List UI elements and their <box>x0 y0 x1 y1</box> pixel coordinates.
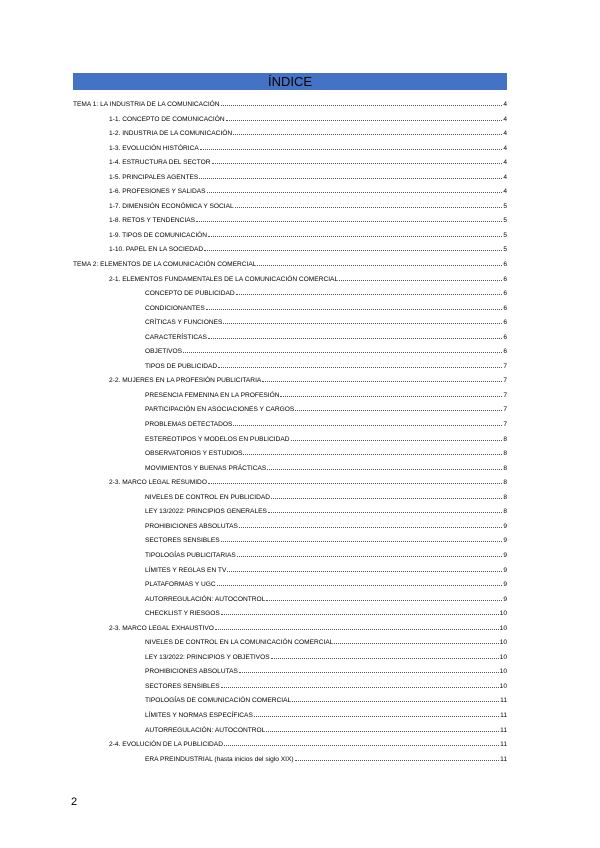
toc-leader-dots <box>295 751 500 761</box>
toc-entry[interactable] <box>73 169 507 184</box>
toc-leader-dots <box>218 358 502 368</box>
toc-entry-page: 11 <box>500 741 507 749</box>
toc-entry[interactable] <box>73 445 507 460</box>
toc-entry-page: 8 <box>503 479 507 487</box>
toc-entry[interactable] <box>73 343 507 358</box>
toc-entry-page: 7 <box>503 421 507 429</box>
toc-entry-page: 6 <box>503 261 507 269</box>
toc-entry-page: 4 <box>503 115 507 123</box>
toc-leader-dots <box>221 678 499 688</box>
toc-leader-dots <box>223 314 502 324</box>
toc-entry-page: 9 <box>503 537 507 545</box>
toc-leader-dots <box>266 591 502 601</box>
toc-entry-title: SECTORES SENSIBLES <box>145 682 220 690</box>
toc-entry-title: LEY 13/2022: PRINCIPIOS GENERALES <box>145 508 267 516</box>
toc-entry[interactable] <box>73 620 507 635</box>
toc-leader-dots <box>221 605 499 615</box>
toc-entry-page: 10 <box>499 624 507 632</box>
toc-entry[interactable] <box>73 722 507 737</box>
toc-entry-page: 4 <box>503 144 507 152</box>
toc-entry[interactable] <box>73 198 507 213</box>
toc-entry[interactable] <box>73 387 507 402</box>
toc-entry-title: 1-3. EVOLUCIÓN HISTÓRICA <box>109 144 199 152</box>
toc-entry-title: CHECKLIST Y RIESGOS <box>145 610 220 618</box>
toc-leader-dots <box>227 562 502 572</box>
toc-entry-title: OBSERVATORIOS Y ESTUDIOS <box>145 450 243 458</box>
toc-entry-title: CRÍTICAS Y FUNCIONES <box>145 319 223 327</box>
toc-entry[interactable] <box>73 183 507 198</box>
toc-entry-title: 1-9. TIPOS DE COMUNICACIÓN <box>109 231 208 239</box>
toc-entry-title: TIPOLOGÍAS PUBLICITARIAS <box>145 551 236 559</box>
toc-leader-dots <box>233 416 502 426</box>
toc-entry-title: 2-4. EVOLUCIÓN DE LA PUBLICIDAD <box>109 741 223 749</box>
toc-leader-dots <box>257 256 502 266</box>
toc-entry[interactable] <box>73 751 507 766</box>
toc-entry[interactable] <box>73 111 507 126</box>
toc-leader-dots <box>266 722 499 732</box>
toc-leader-dots <box>236 285 503 295</box>
toc-entry-page: 11 <box>500 697 507 705</box>
toc-leader-dots <box>207 183 503 193</box>
toc-entry-page: 6 <box>503 275 507 283</box>
toc-entry-page: 6 <box>503 304 507 312</box>
toc-entry-title: 1-5. PRINCIPALES AGENTES <box>109 173 199 181</box>
toc-leader-dots <box>339 271 502 281</box>
toc-entry-page: 5 <box>503 231 507 239</box>
toc-leader-dots <box>268 503 502 513</box>
index-title: ÍNDICE <box>73 73 507 90</box>
toc-entry-page: 6 <box>503 348 507 356</box>
toc-leader-dots <box>271 649 499 659</box>
toc-entry-page: 10 <box>499 668 507 676</box>
toc-entry-title: TEMA 2: ELEMENTOS DE LA COMUNICACIÓN COMERCIAL <box>73 261 257 269</box>
toc-leader-dots <box>239 663 499 673</box>
toc-entry-page: 6 <box>503 290 507 298</box>
toc-entry-page: 11 <box>500 711 507 719</box>
toc-entry-page: 7 <box>503 362 507 370</box>
toc-leader-dots <box>183 343 502 353</box>
toc-entry-title: NIVELES DE CONTROL EN PUBLICIDAD <box>145 493 271 501</box>
toc-leader-dots <box>199 169 502 179</box>
toc-leader-dots <box>292 692 499 702</box>
toc-leader-dots <box>226 111 503 121</box>
toc-entry-page: 8 <box>503 450 507 458</box>
toc-leader-dots <box>224 736 499 746</box>
toc-entry[interactable] <box>73 372 507 387</box>
toc-entry-title: PLATAFORMAS Y UGC <box>145 581 216 589</box>
toc-entry-title: ESTEREOTIPOS Y MODELOS EN PUBLICIDAD <box>145 435 290 443</box>
toc-entry[interactable] <box>73 489 507 504</box>
toc-entry[interactable] <box>73 460 507 475</box>
toc-leader-dots <box>200 140 503 150</box>
toc-entry[interactable] <box>73 285 507 300</box>
toc-leader-dots <box>237 547 503 557</box>
toc-entry-title: LÍMITES Y REGLAS EN TV <box>145 566 227 574</box>
table-of-contents <box>73 96 507 765</box>
toc-entry[interactable] <box>73 416 507 431</box>
toc-entry[interactable] <box>73 678 507 693</box>
toc-leader-dots <box>208 227 502 237</box>
toc-leader-dots <box>221 532 503 542</box>
toc-entry-page: 8 <box>503 435 507 443</box>
toc-entry-page: 9 <box>503 595 507 603</box>
toc-entry-page: 9 <box>503 581 507 589</box>
toc-entry-page: 4 <box>503 173 507 181</box>
toc-leader-dots <box>212 154 503 164</box>
toc-entry-page: 4 <box>503 101 507 108</box>
toc-entry[interactable] <box>73 591 507 606</box>
toc-entry-title: 1-1. CONCEPTO DE COMUNICACIÓN <box>109 115 225 123</box>
toc-entry-title: TEMA 1: LA INDUSTRIA DE LA COMUNICACIÓN <box>73 101 220 108</box>
toc-entry-title: ERA PREINDUSTRIAL (hasta inicios del siglo XIX) <box>145 755 294 763</box>
toc-entry-page: 8 <box>503 464 507 472</box>
toc-entry-title: 2-1. ELEMENTOS FUNDAMENTALES DE LA COMUNICACIÓN COMERCIAL <box>109 275 339 283</box>
toc-entry[interactable] <box>73 707 507 722</box>
toc-entry[interactable] <box>73 96 507 111</box>
toc-leader-dots <box>221 96 503 106</box>
toc-leader-dots <box>235 198 503 208</box>
toc-entry[interactable] <box>73 241 507 256</box>
toc-entry-page: 6 <box>503 319 507 327</box>
toc-entry[interactable] <box>73 329 507 344</box>
toc-leader-dots <box>215 620 499 630</box>
toc-entry-title: CONDICIONANTES <box>145 304 205 312</box>
toc-entry-title: PARTICIPACIÓN EN ASOCIACIONES Y CARGOS <box>145 406 295 414</box>
toc-leader-dots <box>206 300 503 310</box>
toc-entry[interactable] <box>73 547 507 562</box>
toc-entry-title: CARACTERÍSTICAS <box>145 333 207 341</box>
toc-entry[interactable] <box>73 503 507 518</box>
toc-entry-page: 10 <box>499 682 507 690</box>
toc-entry[interactable] <box>73 256 507 271</box>
toc-entry[interactable] <box>73 634 507 649</box>
toc-entry-title: PROBLEMAS DETECTADOS <box>145 421 233 429</box>
toc-leader-dots <box>233 125 502 135</box>
toc-entry-page: 8 <box>503 493 507 501</box>
toc-leader-dots <box>217 576 503 586</box>
toc-entry[interactable] <box>73 562 507 577</box>
toc-entry-title: 1-4. ESTRUCTURA DEL SECTOR <box>109 159 211 167</box>
toc-entry-title: 1-7. DIMENSIÓN ECONÓMICA Y SOCIAL <box>109 202 234 210</box>
toc-entry-page: 6 <box>503 333 507 341</box>
toc-entry[interactable] <box>73 649 507 664</box>
toc-leader-dots <box>295 401 502 411</box>
toc-entry-page: 5 <box>503 217 507 225</box>
toc-leader-dots <box>196 212 502 222</box>
toc-entry-title: 2-3. MARCO LEGAL RESUMIDO <box>109 479 207 487</box>
toc-entry[interactable] <box>73 431 507 446</box>
toc-leader-dots <box>204 241 502 251</box>
toc-entry-title: 2-2. MUJERES EN LA PROFESIÓN PUBLICITARIA <box>109 377 262 385</box>
toc-entry-title: PRESENCIA FEMENINA EN LA PROFESIÓN <box>145 391 280 399</box>
toc-entry-title: AUTORREGULACIÓN: AUTOCONTROL <box>145 726 266 734</box>
toc-entry-page: 7 <box>503 406 507 414</box>
toc-entry-title: 1-2. INDUSTRIA DE LA COMUNICACIÓN <box>109 130 233 138</box>
toc-leader-dots <box>267 460 502 470</box>
toc-leader-dots <box>280 387 502 397</box>
toc-entry[interactable] <box>73 300 507 315</box>
toc-entry[interactable] <box>73 474 507 489</box>
toc-entry[interactable] <box>73 576 507 591</box>
toc-entry-title: CONCEPTO DE PUBLICIDAD <box>145 290 235 298</box>
toc-entry[interactable] <box>73 227 507 242</box>
toc-leader-dots <box>254 707 499 717</box>
toc-entry-title: PROHIBICIONES ABSOLUTAS <box>145 668 238 676</box>
toc-leader-dots <box>208 329 502 339</box>
toc-entry-title: AUTORREGULACIÓN: AUTOCONTROL <box>145 595 266 603</box>
toc-entry-page: 4 <box>503 130 507 138</box>
toc-entry[interactable] <box>73 154 507 169</box>
toc-leader-dots <box>208 474 502 484</box>
toc-entry[interactable] <box>73 212 507 227</box>
toc-entry-page: 9 <box>503 566 507 574</box>
toc-entry-page: 11 <box>500 726 507 734</box>
toc-entry-title: NIVELES DE CONTROL EN LA COMUNICACIÓN COMERCIAL <box>145 639 334 647</box>
toc-entry-page: 5 <box>503 246 507 254</box>
toc-entry-page: 11 <box>500 755 507 763</box>
toc-entry-title: OBJETIVOS <box>145 348 183 356</box>
toc-entry-title: TIPOS DE PUBLICIDAD <box>145 362 218 370</box>
toc-entry-page: 7 <box>503 377 507 385</box>
toc-entry-title: 1-6. PROFESIONES Y SALIDAS <box>109 188 206 196</box>
toc-entry-title: 1-8. RETOS Y TENDENCIAS <box>109 217 195 225</box>
toc-entry[interactable] <box>73 358 507 373</box>
toc-entry[interactable] <box>73 736 507 751</box>
toc-entry-title: LEY 13/2022: PRINCIPIOS Y OBJETIVOS <box>145 653 270 661</box>
toc-leader-dots <box>239 518 502 528</box>
toc-entry[interactable] <box>73 532 507 547</box>
toc-entry-page: 10 <box>499 610 507 618</box>
toc-entry-title: 1-10. PAPEL EN LA SOCIEDAD <box>109 246 204 254</box>
toc-entry[interactable] <box>73 401 507 416</box>
toc-entry-page: 9 <box>503 551 507 559</box>
toc-entry[interactable] <box>73 314 507 329</box>
toc-entry-title: PROHIBICIONES ABSOLUTAS <box>145 522 238 530</box>
toc-entry[interactable] <box>73 692 507 707</box>
toc-entry-title: TIPOLOGÍAS DE COMUNICACIÓN COMERCIAL <box>145 697 292 705</box>
toc-leader-dots <box>271 489 502 499</box>
toc-entry-page: 7 <box>503 391 507 399</box>
toc-entry-page: 9 <box>503 522 507 530</box>
toc-entry-title: 2-3. MARCO LEGAL EXHAUSTIVO <box>109 624 214 632</box>
toc-entry[interactable] <box>73 605 507 620</box>
toc-entry-page: 5 <box>503 202 507 210</box>
toc-entry-page: 10 <box>499 653 507 661</box>
toc-entry-page: 4 <box>503 159 507 167</box>
page-number: 2 <box>71 796 78 808</box>
toc-leader-dots <box>291 431 503 441</box>
toc-entry[interactable] <box>73 271 507 286</box>
toc-leader-dots <box>334 634 498 644</box>
toc-entry-title: MOVIMIENTOS Y BUENAS PRÁCTICAS <box>145 464 267 472</box>
toc-entry-title: SECTORES SENSIBLES <box>145 537 220 545</box>
toc-entry[interactable] <box>73 140 507 155</box>
toc-entry-page: 10 <box>499 639 507 647</box>
toc-entry-page: 4 <box>503 188 507 196</box>
toc-entry[interactable] <box>73 663 507 678</box>
toc-leader-dots <box>243 445 502 455</box>
toc-entry-title: LÍMITES Y NORMAS ESPECÍFICAS <box>145 711 253 719</box>
toc-leader-dots <box>262 372 502 382</box>
toc-entry[interactable] <box>73 125 507 140</box>
toc-entry-page: 8 <box>503 508 507 516</box>
toc-entry[interactable] <box>73 518 507 533</box>
